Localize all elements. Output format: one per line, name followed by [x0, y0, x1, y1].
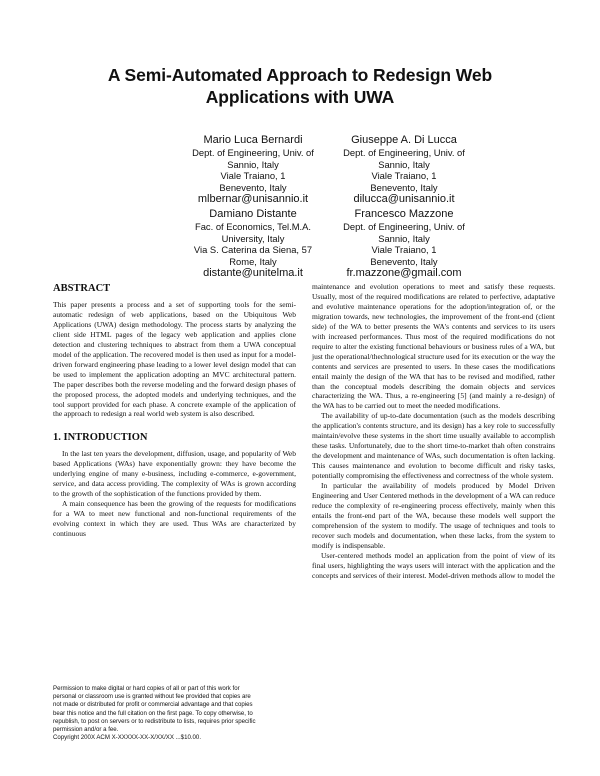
footnote-line: personal or classroom use is granted without fee provided that copies are: [53, 693, 251, 701]
author-affiliation-line: Sannio, Italy: [378, 158, 430, 170]
body-paragraph-4: User-centered methods model an application from the point of view of its final users, highlighting the ways users will interact with the application and the concepts and services of their interest. Model-driven methods allow to model the: [312, 550, 555, 580]
author-affiliation-line: Dept. of Engineering, Univ. of: [192, 147, 314, 158]
author-affiliation-line: Sannio, Italy: [378, 232, 430, 244]
author-affiliation-line: Rome, Italy: [229, 255, 277, 267]
title-line-1: A Semi-Automated Approach to Redesign Web: [107, 65, 493, 85]
body-paragraph-3: In particular the availability of models produced by Model Driven Engineering and User Centered methods in the development of a WA can reduce reduce the complexity of re-engineering process effectively, mainly when this entails the front-end part of the WA, because these models well support the comprehension of the system to modify. The usage of techniques and tools to recover such models and documentation, when these lacks, from the system to modify is indispensable.: [312, 481, 555, 550]
author-name: Francesco Mazzone: [354, 208, 454, 220]
permission-footnote: [53, 685, 296, 742]
author-affiliation-line: Benevento, Italy: [219, 181, 287, 193]
author-affiliation-line: Viale Traiano, 1: [371, 170, 437, 182]
author-affiliation-line: Dept. of Engineering, Univ. of: [343, 221, 465, 232]
title-line-2: Applications with UWA: [205, 87, 395, 107]
author-email: fr.mazzone@gmail.com: [346, 267, 462, 280]
footnote-line: not made or distributed for profit or commercial advantage and that copies: [53, 701, 253, 709]
right-column: [312, 282, 555, 581]
abstract-heading: ABSTRACT: [53, 283, 111, 294]
author-email: mlbernar@unisannio.it: [197, 193, 309, 206]
author-affiliation-line: Benevento, Italy: [370, 255, 438, 267]
author-email: dilucca@unisannio.it: [353, 193, 455, 206]
introduction-heading: 1. INTRODUCTION: [53, 432, 148, 444]
body-paragraph-2: The availability of up-to-date documentation (such as the models describing the application's contents structure, and its design) has a key role to successfully maintain/evolve these systems in the short time usually available to accomplish these tasks. Unfortunately, due to the short time-to-market thah often constrains the development and maintenance of WAs, such documentation is often lacking. This causes maintenance and evolution to become difficult and risky tasks, potentially compromising the effectiveness and correctness of the whole system.: [312, 411, 555, 481]
author-block-dilucca: [309, 134, 499, 206]
author-affiliation-line: Viale Traiano, 1: [371, 244, 437, 256]
footnote-line: Permission to make digital or hard copies of all or part of this work for: [53, 685, 240, 692]
author-name: Damiano Distante: [209, 208, 297, 220]
author-affiliation-line: Viale Traiano, 1: [220, 170, 286, 182]
left-column: [53, 282, 296, 539]
footnote-line: bear this notice and the full citation on the first page. To copy otherwise, to: [53, 709, 253, 717]
author-affiliation-line: Sannio, Italy: [227, 158, 279, 170]
author-block-mazzone: [309, 208, 499, 280]
paper-title: [40, 64, 560, 108]
author-name: Giuseppe A. Di Lucca: [351, 134, 457, 146]
author-affiliation-line: Via S. Caterina da Siena, 57: [193, 244, 313, 256]
author-affiliation-line: Dept. of Engineering, Univ. of: [343, 147, 465, 158]
author-affiliation-line: Fac. of Economics, Tel.M.A.: [194, 221, 311, 232]
author-affiliation-line: Benevento, Italy: [370, 181, 438, 193]
body-paragraph-1: maintenance and evolution operations to meet and satisfy these requests. Usually, most of the required modifications are related to perfective, adaptative and evolutive maintenance operations for the adoption/integration of, or the migration towards, new technologies, the improvement of the front-end (client side) of the WA to better presents the WA's contents and services to its users with increased performances. Thus most of the required modifications do not require to alter the existing functional behaviours or business rules of a WA, but just the operational/thechnological structure used for its execution or the way the contents and services are presented to users. In these cases the modifications entail mainly the design of the WA that has to be revised and modified, rather than the conceptual models describing the domain objects and services characterizing the WA. Thus, a re-engineering [5] (and mainly a re-design) of the WA has to be carried out to meet the needed modifications.: [312, 282, 555, 411]
footnote-line: permission and/or a fee.: [53, 726, 119, 734]
intro-paragraph-1: In the last ten years the development, diffusion, usage, and popularity of Web based Applications (WAs) have exponentially grown: they have become the underlying engine of many e-business, including e-commerce, e-government, service, and data access providing. The complexity of WAs is grown according to the growth of the sophistication of the functions provided by them.: [53, 449, 296, 499]
author-email: distante@unitelma.it: [203, 267, 303, 280]
author-name: Mario Luca Bernardi: [203, 134, 303, 146]
intro-paragraph-2: A main consequence has been the growing of the requests for modifications for a WA to meet new functional and non-functional requirements of the evolving context in which they are used. Thus WAs are characterized by continuous: [53, 499, 296, 539]
abstract-paragraph: This paper presents a process and a set of supporting tools for the semi-automatic redesign of web applications, based on the Ubiquitous Web Applications (UWA) design methodology. The process starts by analyzing the client side HTML pages of the legacy web application and applies clone detection and clustering techniques to abstract from them a UWA conceptual model of the application. The recovered model is then used as input for a model-driven forward engineering phase leading to a lower level design model that can be used to implement the application adopting an MVC architectural pattern. The paper describes both the reverse modeling and the forward design phases of the proposed process, the adopted models and underlying techniques, and the tool support provided for each phase. A concrete example of the application of the approach to redesign a real world web system is also described.: [53, 300, 296, 419]
footnote-line: republish, to post on servers or to redistribute to lists, requires prior specific: [53, 717, 256, 725]
author-affiliation-line: University, Italy: [221, 232, 285, 244]
copyright-line: Copyright 200X ACM X-XXXXX-XX-X/XX/XX ...$10.00.: [53, 734, 202, 742]
